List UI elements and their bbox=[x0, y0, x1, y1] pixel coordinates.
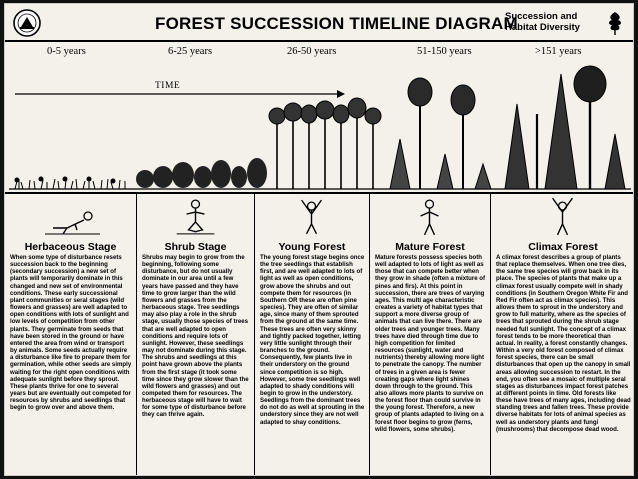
stage-title: Young Forest bbox=[278, 241, 346, 253]
time-arrow-icon bbox=[15, 89, 345, 99]
stage-title: Climax Forest bbox=[528, 241, 598, 253]
header bbox=[5, 4, 634, 42]
stage-description: When some type of disturbance resets succession back to the beginning (secondary succession) a new set of plants will temporarily dominate in this changed and new set of environmental conditions. These early successional plant communities or seral stages (wild flowers and grasses) are well adapted to open conditions with lots of sunlight and low levels of competition from other plants. They germinate from seeds that have been stored in the ground or have entered the area from wind or transport by animals. Some seeds actually require a disturbance like fire to prepare them for germination, while other seeds are simply waiting for the right open conditions with adequate sunlight before they sprout. These plants thrive for one to several years but are eventually out competed for resources by shrubs and seedlings that begin to grow over and above them. bbox=[10, 254, 132, 412]
stage-description: Mature forests possess species both well adapted to lots of light as well as those that can compete better when they grow in shade (often a mixture of pines and firs). At this point in succession, there are trees of varying ages. This multi age characteristic creates a variety of habitat types that support a more diverse group of animals that can live there. There are older trees and younger trees. Many trees have died through time due to high competition for limited resources (sunlight, water and nutrients) thereby allowing more light to penetrate the canopy. The number of trees in a given area is fewer creating gaps where light shines down through to the ground. This also allows more plants to survive on the forest floor than could survive in the young forest. Therefore, a new group of plants adapted to living on a forest floor begins to grow (ferns, wild flowers, some shrubs). bbox=[375, 254, 486, 433]
poster bbox=[4, 3, 634, 476]
stage-description: Shrubs may begin to grow from the beginning, following some disturbance, but do not usually dominate in our area until a few years have passed and they have time to grow larger than the wild flowers and grasses from the herbaceous stage. Tree seedlings may also play a role in the shrub stage, usually those species of trees that are well adapted to open conditions and require lots of sunlight. However, these seedlings may not dominate during this stage. The shrubs and seedlings at this point have grown above the plants from the first stage (it took some time since they grow slower than the wild flowers and grasses) and out competed them for resources. The herbaceous stage will have to wait for some type of disturbance before they can thrive again. bbox=[142, 254, 249, 419]
stage-shrub bbox=[136, 194, 254, 476]
stage-title: Herbaceous Stage bbox=[24, 241, 117, 253]
time-axis-label: TIME bbox=[155, 81, 181, 91]
year-label-0-5: 0-5 years bbox=[47, 46, 86, 57]
stage-description: A climax forest describes a group of plants that replace themselves. When one tree dies, the same tree species will grow back in its place. The species of plants that make up a climax forest usually compete well in shady conditions (in Southern Oregon White Fir and Red Fir often act as climax species). This allows them to sprout in the understory and grow to full maturity, where as the species of trees that sprouted during the shrub stage needed full sunlight. The concept of a climax forest tends to be more theoretical than actual. In reality, a forest constantly changes. Within a very old forest composed of climax forest species, there can be small disturbances that open up the canopy in small areas allowing succession to restart. In the end, you often see a mosaic of multiple seral stages as disturbances impact forest patches at different points in time. Old forests like these have trees of many ages, including dead standing trees and fallen trees. These provide diverse habitats for lots of animal species as well as understory plants and fungi (mushrooms) that decompose dead wood. bbox=[496, 254, 631, 433]
mature-forest-trees bbox=[390, 78, 491, 189]
forest-succession-illustration bbox=[5, 44, 634, 192]
stage-young-forest bbox=[254, 194, 369, 476]
lying-pose-icon bbox=[5, 198, 136, 236]
succession-habitat-label: Succession and Habitat Diversity bbox=[505, 11, 580, 33]
year-label-51-150: 51-150 years bbox=[417, 46, 472, 57]
oak-leaf-icon bbox=[603, 10, 627, 36]
stage-mature-forest bbox=[369, 194, 490, 476]
stage-description: The young forest stage begins once the tree seedlings that establish first, and are well adapted to lots of light as well as open conditions, grow above the shrubs and out compete them for resources (in Southern OR these are often pine species). They are often of similar age, since many of them sprouted from the ground at the same time. These trees are often very skinny and tightly packed together, letting very little sunlight through their branches to the ground. Consequently, few plants live in their understory on the ground since competition is so high. However, some tree seedlings well adapted to shady conditions will begin to grow in the understory. Seedlings from the dominant trees do not do as well at sprouting in the understory since they are not well adapted to shay conditions. bbox=[260, 254, 365, 426]
kneeling-pose-icon bbox=[137, 198, 254, 236]
stage-herbaceous bbox=[5, 194, 136, 476]
agency-seal-icon bbox=[13, 9, 41, 37]
standing-pose-icon bbox=[370, 198, 490, 236]
stage-columns bbox=[5, 192, 634, 476]
year-label-26-50: 26-50 years bbox=[287, 46, 337, 57]
stage-climax-forest bbox=[490, 194, 634, 476]
stage-title: Mature Forest bbox=[395, 241, 465, 253]
climax-forest-trees bbox=[505, 66, 625, 189]
stage-title: Shrub Stage bbox=[164, 241, 227, 253]
herbaceous-plants bbox=[15, 177, 125, 189]
page-title: FOREST SUCCESSION TIMELINE DIAGRAM bbox=[155, 14, 518, 33]
year-label-6-25: 6-25 years bbox=[168, 46, 213, 57]
arms-raised-pose-icon bbox=[255, 198, 369, 236]
year-label-151-plus: >151 years bbox=[535, 46, 582, 57]
shrubs bbox=[136, 158, 267, 188]
young-forest-trees bbox=[269, 98, 381, 189]
stretch-pose-icon bbox=[491, 198, 634, 236]
